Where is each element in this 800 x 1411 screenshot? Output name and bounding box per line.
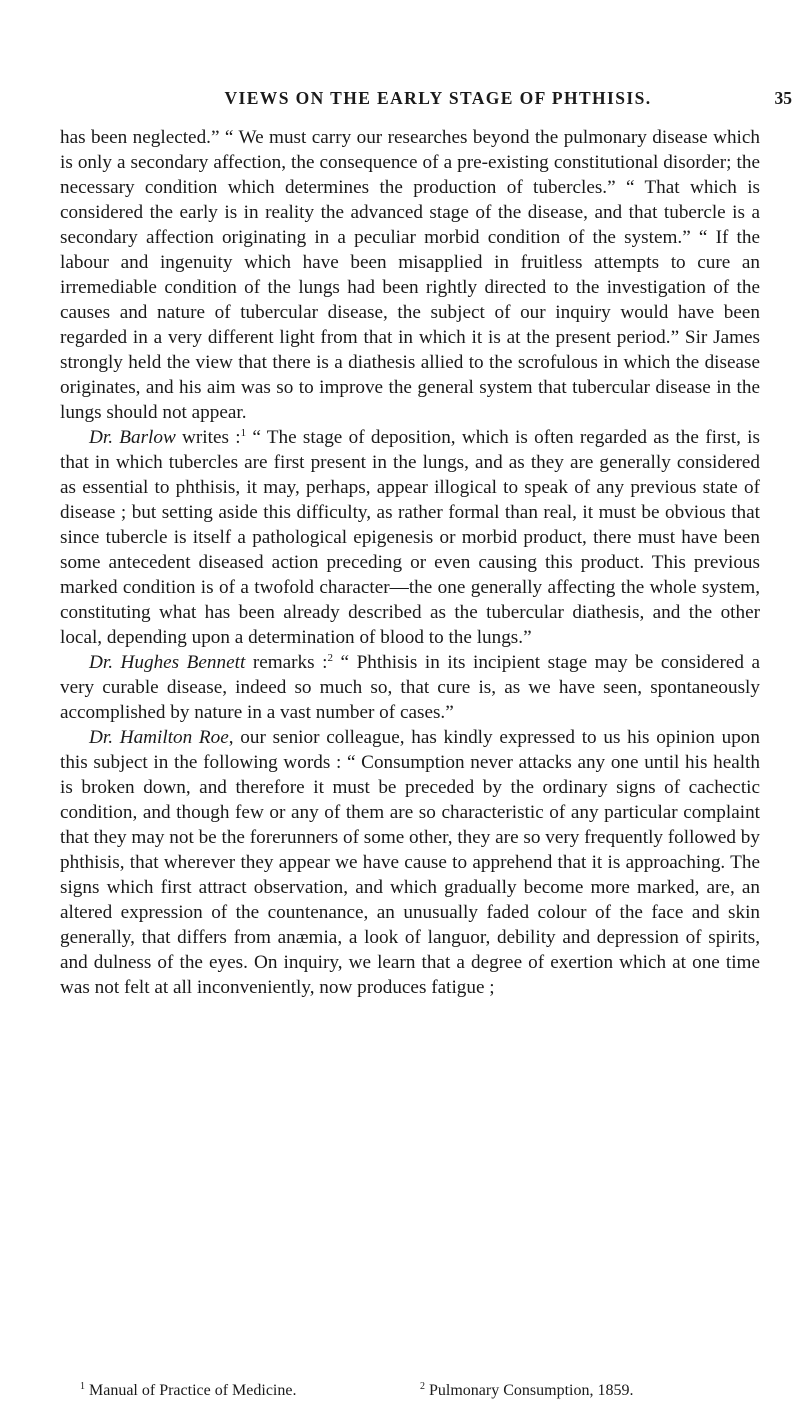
author-name: Dr. Hughes Bennett <box>89 652 246 673</box>
footnote-ref: 2 <box>327 652 333 664</box>
paragraph-text: “ The stage of deposition, which is often regarded as the first, is that in which tubercles are first present in the lungs, and as they are generally considered as essential to phthisis, it may, perhaps, appear illogical to speak of any previous state of disease ; but setting aside this difficulty, as rather formal than real, it must be obvious that since tubercle is itself a pathological epigenesis or morbid product, there must have been some antecedent diseased action preceding or even causing this product. This previous marked condition is of a twofold character—the one generally affecting the whole system, constituting what has been already described as the tubercular diathesis, and the other local, depending upon a determination of blood to the lungs.” <box>60 427 760 648</box>
footnote-2 <box>420 1382 633 1400</box>
footnote-text: Pulmonary Consumption, 1859. <box>429 1382 634 1399</box>
running-head <box>96 88 792 112</box>
page-number: 35 <box>774 88 792 108</box>
paragraph-text: , our senior colleague, has kindly expressed to us his opinion upon this subject in the following words : “ Consumption never attacks any one until his health is broken down, and therefore it must be preceded by the ordinary signs of cachectic condition, and though few or any of them are so characteristic of any particular complaint that they may not be the forerunners of some other, they are so very frequently followed by phthisis, that wherever they appear we have cause to apprehend that it is approaching. The signs which first attract observation, and which gradually become more marked, are, an altered expression of the countenance, an unusually faded colour of the face and skin generally, that differs from anæmia, a look of languor, debility and depression of spirits, and dulness of the eyes. On inquiry, we learn that a degree of exertion which at one time was not felt at all inconveniently, now produces fatigue ; <box>60 727 760 998</box>
footnote-text: Manual of Practice of Medicine. <box>89 1382 297 1399</box>
footnote-1 <box>80 1382 296 1400</box>
author-name: Dr. Hamilton Roe <box>89 727 229 748</box>
footnote-mark: 1 <box>80 1381 85 1392</box>
footnote-mark: 2 <box>420 1381 425 1392</box>
paragraph-text: remarks : <box>245 652 328 673</box>
paragraph-barlow <box>60 425 760 650</box>
body-text <box>60 125 760 1000</box>
paragraph-text: has been neglected.” “ We must carry our researches beyond the pulmonary disease which is only a secondary affection, the consequence of a pre-existing constitutional disorder; the necessary condition which determines the production of tubercles.” “ That which is considered the early is in reality the advanced stage of the disease, and that tubercle is a secondary affection originating in a peculiar morbid condition of the system.” “ If the labour and ingenuity which have been misapplied in fruitless attempts to cure an irremediable condition of the lungs had been rightly directed to the investigation of the causes and nature of tubercular disease, the subject of our inquiry would have been regarded in a very different light from that in which it is at the present period.” Sir James strongly held the view that there is a diathesis allied to the scrofulous in which the disease originates, and his aim was so to improve the general system that tubercular disease in the lungs should not appear. <box>60 127 760 423</box>
running-title: VIEWS ON THE EARLY STAGE OF PHTHISIS. <box>224 88 652 108</box>
paragraph-text: writes : <box>175 427 241 448</box>
footnotes <box>80 1382 780 1404</box>
paragraph-bennett <box>60 650 760 725</box>
footnote-ref: 1 <box>240 427 247 439</box>
paragraph-roe <box>60 725 760 1000</box>
paragraph-text: “ Phthisis in its incipient stage may be considered a very curable disease, indeed so much so, that cure is, as we have seen, spontaneously accomplished by nature in a vast number of cases.” <box>60 652 760 723</box>
paragraph-continued <box>60 125 760 425</box>
author-name: Dr. Barlow <box>89 427 176 448</box>
